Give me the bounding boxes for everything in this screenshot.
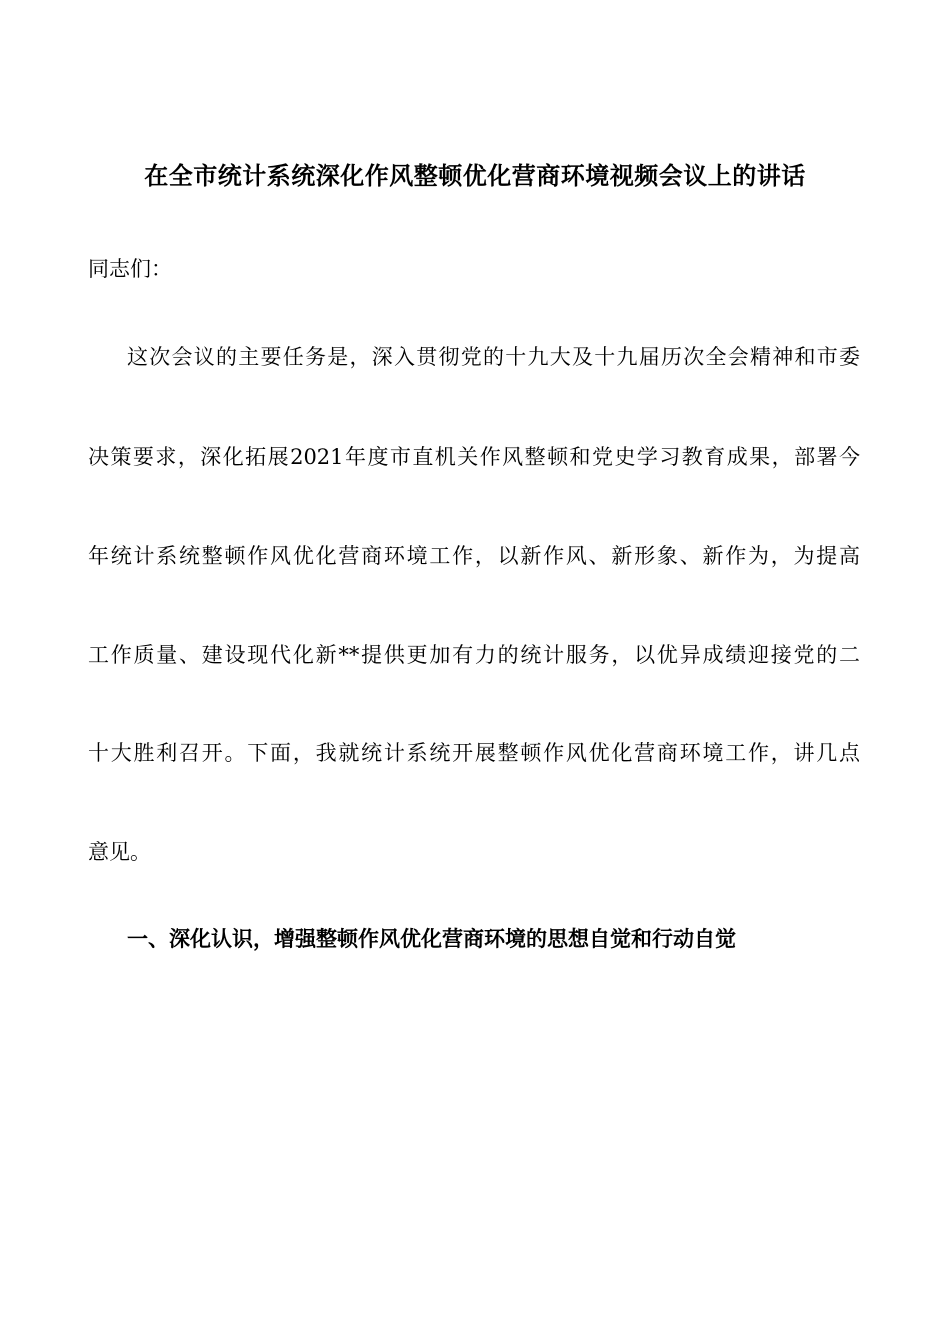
paragraph-line: 工作质量、建设现代化新**提供更加有力的统计服务，以优异成绩迎接党的二 <box>88 643 860 667</box>
document-title: 在全市统计系统深化作风整顿优化营商环境视频会议上的讲话 <box>144 161 806 190</box>
paragraph-line: 年统计系统整顿作风优化营商环境工作，以新作风、新形象、新作为，为提高 <box>88 544 860 568</box>
salutation: 同志们： <box>88 257 172 281</box>
paragraph-line: 决策要求，深化拓展2021年度市直机关作风整顿和党史学习教育成果，部署今 <box>88 445 860 469</box>
section-heading: 一、深化认识，增强整顿作风优化营商环境的思想自觉和行动自觉 <box>127 926 736 951</box>
paragraph-line: 意见。 <box>88 840 151 864</box>
paragraph-line: 十大胜利召开。下面，我就统计系统开展整顿作风优化营商环境工作，讲几点 <box>88 741 860 765</box>
paragraph-line: 这次会议的主要任务是，深入贯彻党的十九大及十九届历次全会精神和市委 <box>127 345 860 369</box>
